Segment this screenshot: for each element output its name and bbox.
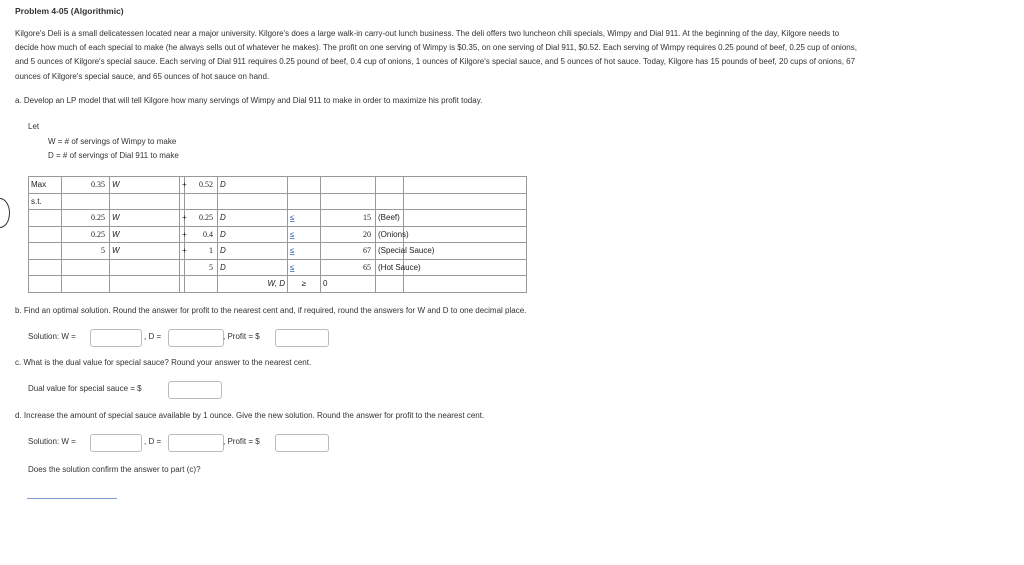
d-coef: 0.4: [185, 226, 218, 243]
w-coef: 0.25: [62, 226, 110, 243]
w-coef: 0.25: [62, 210, 110, 227]
objective-w-var: W: [110, 177, 180, 194]
w-var: W: [110, 210, 180, 227]
intro-line: Kilgore's Deli is a small delicatessen located near a major university. Kilgore's does a large walk-in carry-out lunch business. The deli offers two luncheon chili specials, Wimpy and Dial 911. At the beginning of the day, Kilgore needs to: [15, 29, 840, 38]
w-coef: [62, 259, 110, 276]
nonneg-vars: W, D: [218, 276, 288, 293]
new-solution-w-label: Solution: W =: [28, 437, 76, 446]
d-var: D: [218, 243, 288, 260]
new-profit-input[interactable]: [275, 434, 329, 452]
max-label: Max: [29, 177, 62, 194]
st-label: s.t.: [29, 193, 62, 210]
constraint-row: [29, 210, 527, 227]
w-input[interactable]: [90, 329, 142, 347]
profit-input[interactable]: [275, 329, 329, 347]
new-solution-d-label: , D =: [144, 437, 162, 446]
constraint-row: [29, 226, 527, 243]
part-a-question: a. Develop an LP model that will tell Kilgore how many servings of Wimpy and Dial 911 to make in order to maximize his profit today.: [15, 96, 483, 105]
rhs-value: 67: [321, 243, 376, 260]
profit-label: , Profit = $: [223, 332, 260, 341]
dual-value-input[interactable]: [168, 381, 222, 399]
dual-value-label: Dual value for special sauce = $: [28, 384, 142, 393]
rhs-value: 20: [321, 226, 376, 243]
objective-d-coef: 0.52: [185, 177, 218, 194]
problem-title: Problem 4-05 (Algorithmic): [15, 6, 124, 16]
d-var: D: [218, 226, 288, 243]
objective-plus: +: [180, 177, 185, 194]
w-var: W: [110, 226, 180, 243]
new-d-input[interactable]: [168, 434, 224, 452]
constraint-row: [29, 259, 527, 276]
plus-sign: +: [180, 226, 185, 243]
objective-row: [29, 177, 527, 194]
solution-w-label: Solution: W =: [28, 332, 76, 341]
nonnegativity-row: [29, 276, 527, 293]
part-d-question: d. Increase the amount of special sauce available by 1 ounce. Give the new solution. Round the answer for profit to the nearest cent.: [15, 411, 485, 420]
st-row: [29, 193, 527, 210]
scroll-marker-circle: [0, 198, 10, 228]
intro-line: ounces of Kilgore's special sauce, and 65 ounces of hot sauce on hand.: [15, 71, 270, 81]
new-profit-label: , Profit = $: [223, 437, 260, 446]
nonneg-ineq: ≥: [288, 276, 321, 293]
d-coef: 5: [185, 259, 218, 276]
new-w-input[interactable]: [90, 434, 142, 452]
w-var: W: [110, 243, 180, 260]
constraint-name: (Special Sauce): [376, 243, 404, 260]
confirm-answer-select[interactable]: [27, 498, 117, 499]
problem-intro: [15, 27, 1020, 84]
d-coef: 0.25: [185, 210, 218, 227]
w-var: [110, 259, 180, 276]
inequality-select[interactable]: ≤: [288, 210, 321, 227]
constraint-row: [29, 243, 527, 260]
rhs-value: 65: [321, 259, 376, 276]
d-var: D: [218, 259, 288, 276]
plus-sign: +: [180, 243, 185, 260]
solution-d-label: , D =: [144, 332, 162, 341]
inequality-select[interactable]: ≤: [288, 259, 321, 276]
confirm-question: Does the solution confirm the answer to part (c)?: [28, 465, 201, 474]
d-input[interactable]: [168, 329, 224, 347]
variable-d-definition: D = # of servings of Dial 911 to make: [48, 151, 179, 160]
w-coef: 5: [62, 243, 110, 260]
intro-line: and 5 ounces of Kilgore's special sauce. Each serving of Dial 911 requires 0.25 pound of beef, 0.4 cup of onions, 1 ounces of Kilgore's special sauce, and 5 ounces of hot sauce. Today, Kilgore has 15 pounds of beef, 20 cups of onions, 67: [15, 57, 856, 67]
constraint-name: (Beef): [376, 210, 404, 227]
part-c-question: c. What is the dual value for special sauce? Round your answer to the nearest cent.: [15, 358, 312, 367]
part-b-question: b. Find an optimal solution. Round the answer for profit to the nearest cent and, if required, round the answers for W and D to one decimal place.: [15, 306, 527, 315]
objective-d-var: D: [218, 177, 288, 194]
lp-model-table: [28, 176, 527, 293]
intro-line: decide how much of each special to make (he always sells out of whatever he makes). The profit on one serving of Wimpy is $0.35, on one serving of Dial 911, $0.52. Each serving of Wimpy requires 0.25 pound of beef, 0.25 cup of onions,: [15, 43, 857, 53]
constraint-name: (Onions): [376, 226, 404, 243]
constraint-name: (Hot Sauce): [376, 259, 404, 276]
nonneg-rhs: 0: [321, 276, 376, 293]
plus-sign: +: [180, 210, 185, 227]
d-coef: 1: [185, 243, 218, 260]
variable-w-definition: W = # of servings of Wimpy to make: [48, 137, 177, 146]
inequality-select[interactable]: ≤: [288, 226, 321, 243]
objective-w-coef: 0.35: [62, 177, 110, 194]
d-var: D: [218, 210, 288, 227]
inequality-select[interactable]: ≤: [288, 243, 321, 260]
rhs-value: 15: [321, 210, 376, 227]
let-label: Let: [28, 122, 40, 131]
